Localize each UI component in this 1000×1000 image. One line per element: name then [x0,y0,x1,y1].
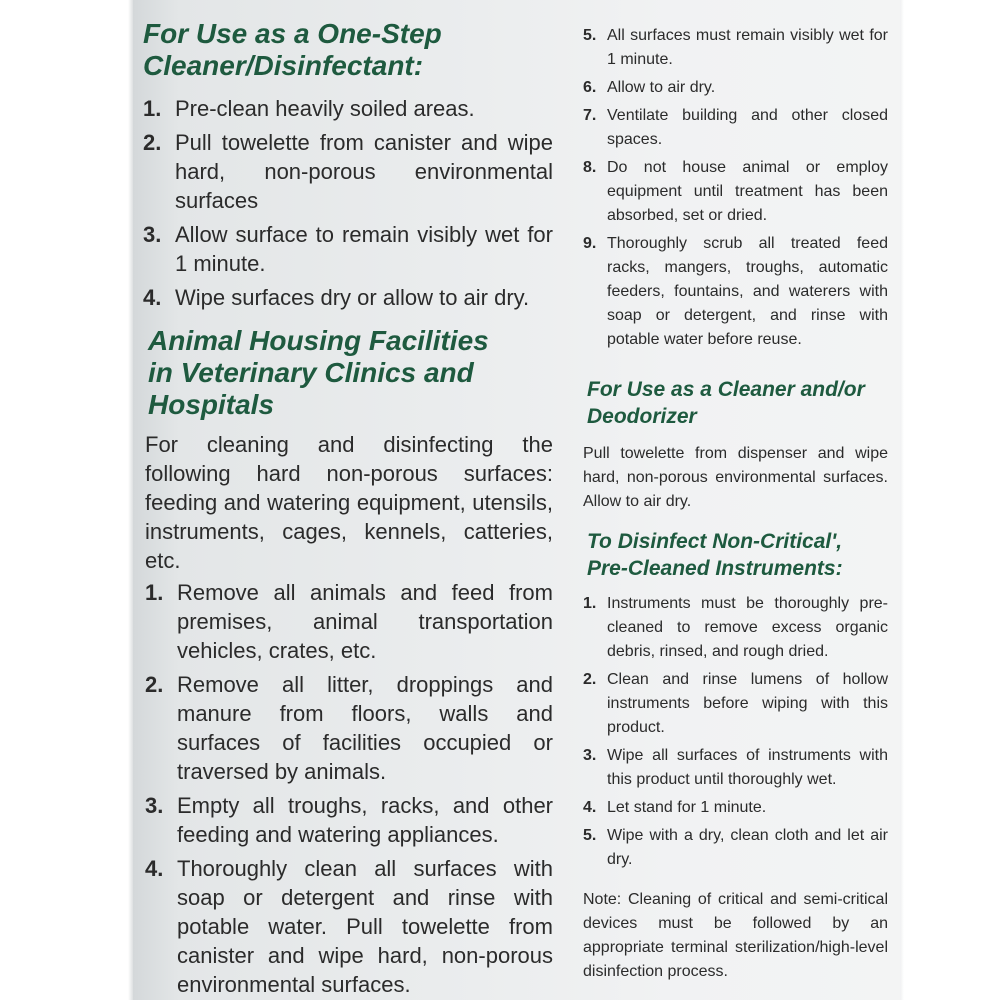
step-text: Wipe with a dry, clean cloth and let air dry. [607,827,888,868]
step-text: Do not house animal or employ equipment until treatment has been absorbed, set or dried. [607,159,888,224]
step-number: 3. [145,793,164,818]
step-text: Remove all litter, droppings and manure from floors, walls and surfaces of facilities occupied or traversed by animals. [177,672,553,784]
list-item [143,220,553,278]
list-item [143,283,553,312]
list-item [143,128,553,215]
animal-housing-heading: Animal Housing Facilities in Veterinary Clinics and Hospitals [148,325,489,420]
list-item [145,854,553,999]
step-text: Thoroughly scrub all treated feed racks, mangers, troughs, automatic feeders, fountains, and waterers with soap or detergent, and rinse with potable water before reuse. [607,235,888,348]
step-number: 5. [583,27,597,44]
step-text: All surfaces must remain visibly wet for 1 minute. [607,27,888,68]
list-item [583,76,888,100]
list-item [143,94,553,123]
animal-housing-intro: For cleaning and disinfecting the following hard non-porous surfaces: feeding and watering equipment, utensils, instruments, cages, kennels, catteries, etc. [145,432,553,573]
list-item [145,670,553,786]
step-number: 1. [145,580,164,605]
animal-housing-steps [145,578,553,1000]
step-number: 3. [583,747,597,764]
animal-housing-steps-continued [583,24,888,356]
step-number: 8. [583,159,597,176]
step-number: 1. [583,595,597,612]
list-item [583,24,888,72]
non-critical-instruments-steps [583,592,888,876]
one-step-cleaner-heading: For Use as a One-Step Cleaner/Disinfectant: [143,18,442,81]
cleaner-deodorizer-text: Pull towelette from dispenser and wipe hard, non-porous environmental surfaces. Allow to air dry. [583,445,888,510]
disinfection-note: Note: Cleaning of critical and semi-critical devices must be followed by an appropriate terminal sterilization/high-level disinfection process. [583,891,888,980]
step-number: 9. [583,235,597,252]
list-item [583,744,888,792]
list-item [583,592,888,664]
non-critical-instruments-heading: To Disinfect Non-Critical', Pre-Cleaned Instruments: [587,530,843,580]
list-item [583,232,888,352]
list-item [583,796,888,820]
step-number: 7. [583,107,597,124]
step-number: 1. [143,96,162,121]
cleaner-deodorizer-heading: For Use as a Cleaner and/or Deodorizer [587,378,865,428]
step-text: Wipe all surfaces of instruments with this product until thoroughly wet. [607,747,888,788]
product-label [133,0,900,1000]
step-number: 2. [143,130,162,155]
step-number: 5. [583,827,597,844]
step-text: Empty all troughs, racks, and other feeding and watering appliances. [177,793,553,847]
step-number: 4. [145,856,164,881]
step-number: 4. [143,285,162,310]
step-text: Remove all animals and feed from premises, animal transportation vehicles, crates, etc. [177,580,553,663]
list-item [583,668,888,740]
step-text: Thoroughly clean all surfaces with soap or detergent and rinse with potable water. Pull towelette from canister and wipe hard, non-porous environmental surfaces. [177,856,553,997]
list-item [145,791,553,849]
step-number: 3. [143,222,162,247]
step-text: Allow to air dry. [607,79,716,96]
list-item [583,104,888,152]
step-text: Pre-clean heavily soiled areas. [175,96,475,121]
list-item [145,578,553,665]
step-number: 6. [583,79,597,96]
one-step-cleaner-steps [143,94,553,317]
step-text: Instruments must be thoroughly pre-cleaned to remove excess organic debris, rinsed, and rough dried. [607,595,888,660]
list-item [583,824,888,872]
step-text: Allow surface to remain visibly wet for 1 minute. [175,222,553,276]
step-text: Clean and rinse lumens of hollow instruments before wiping with this product. [607,671,888,736]
step-number: 4. [583,799,597,816]
step-number: 2. [583,671,597,688]
step-text: Let stand for 1 minute. [607,799,767,816]
step-text: Wipe surfaces dry or allow to air dry. [175,285,530,310]
step-text: Pull towelette from canister and wipe hard, non-porous environmental surfaces [175,130,553,213]
step-text: Ventilate building and other closed spaces. [607,107,888,148]
list-item [583,156,888,228]
step-number: 2. [145,672,164,697]
